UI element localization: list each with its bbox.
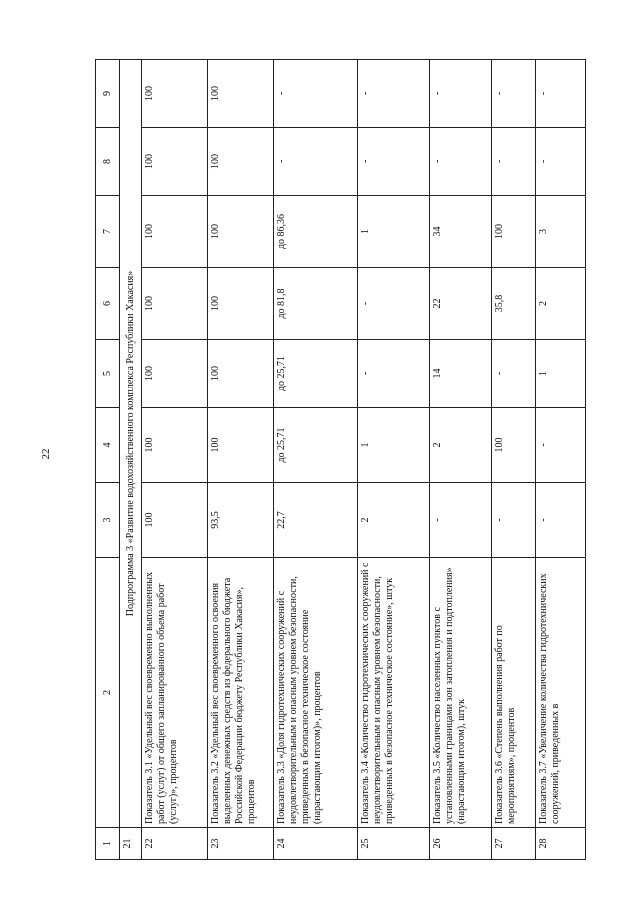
row-number: 21 bbox=[120, 828, 142, 860]
subprogram-title: Подпрограмма 3 «Развитие водохозяйственного комплекса Республики Хакасия» bbox=[120, 60, 142, 828]
value-cell: - bbox=[536, 128, 586, 196]
row-number: 22 bbox=[142, 828, 208, 860]
value-cell: - bbox=[492, 340, 536, 408]
table-row bbox=[358, 60, 430, 860]
value-cell: 2 bbox=[358, 483, 430, 558]
value-cell: 100 bbox=[208, 408, 274, 483]
value-cell: 100 bbox=[142, 268, 208, 340]
indicator-name: Показатель 3.7 «Увеличение количества гидротехнических сооружений, приведенных в bbox=[536, 558, 586, 828]
value-cell: до 86,36 bbox=[274, 196, 358, 268]
row-number: 24 bbox=[274, 828, 358, 860]
value-cell: 2 bbox=[536, 268, 586, 340]
header-cell: 1 bbox=[96, 828, 120, 860]
value-cell: - bbox=[536, 483, 586, 558]
value-cell: 34 bbox=[430, 196, 492, 268]
value-cell: - bbox=[274, 128, 358, 196]
value-cell: 22,7 bbox=[274, 483, 358, 558]
value-cell: - bbox=[430, 128, 492, 196]
value-cell: - bbox=[358, 268, 430, 340]
indicator-name: Показатель 3.1 «Удельный вес своевременно выполненных работ (услуг) от общего запланированного объема работ (услуг)», процентов bbox=[142, 558, 208, 828]
value-cell: 100 bbox=[208, 128, 274, 196]
value-cell: 100 bbox=[208, 60, 274, 128]
value-cell: 35,8 bbox=[492, 268, 536, 340]
value-cell: 100 bbox=[492, 196, 536, 268]
value-cell: - bbox=[536, 60, 586, 128]
table-row bbox=[536, 60, 586, 860]
table-row bbox=[208, 60, 274, 860]
value-cell: - bbox=[358, 60, 430, 128]
value-cell: - bbox=[430, 60, 492, 128]
indicator-name: Показатель 3.5 «Количество населенных пунктов с установленными границами зон затопления и подтопления» (нарастающим итогом), штук bbox=[430, 558, 492, 828]
value-cell: 100 bbox=[208, 340, 274, 408]
header-cell: 8 bbox=[96, 128, 120, 196]
indicator-name: Показатель 3.3 «Доля гидротехнических сооружений с неудовлетворительным и опасным уровнем безопасности, приведенных в безопасное техническое состояние (нарастающим итогом)», процентов bbox=[274, 558, 358, 828]
value-cell: - bbox=[430, 483, 492, 558]
table-row bbox=[142, 60, 208, 860]
header-cell: 3 bbox=[96, 483, 120, 558]
value-cell: 1 bbox=[536, 340, 586, 408]
rotated-table-wrapper bbox=[95, 60, 585, 860]
indicator-name: Показатель 3.2 «Удельный вес своевременного освоения выделенных денежных средств из федерального бюджета Российской Федерации бюджету Республики Хакасия», процентов bbox=[208, 558, 274, 828]
value-cell: 100 bbox=[142, 60, 208, 128]
value-cell: до 81,8 bbox=[274, 268, 358, 340]
indicator-name: Показатель 3.4 «Количество гидротехнических сооружений с неудовлетворительным и опасным уровнем безопасности, приведенных в безопасное техническое состояние», штук bbox=[358, 558, 430, 828]
value-cell: - bbox=[492, 128, 536, 196]
row-number: 28 bbox=[536, 828, 586, 860]
value-cell: 93,5 bbox=[208, 483, 274, 558]
value-cell: 100 bbox=[208, 196, 274, 268]
row-number: 26 bbox=[430, 828, 492, 860]
value-cell: 1 bbox=[358, 196, 430, 268]
value-cell: - bbox=[358, 340, 430, 408]
value-cell: - bbox=[492, 60, 536, 128]
value-cell: 100 bbox=[142, 196, 208, 268]
value-cell: 100 bbox=[492, 408, 536, 483]
value-cell: до 25,71 bbox=[274, 408, 358, 483]
value-cell: - bbox=[536, 408, 586, 483]
row-number: 27 bbox=[492, 828, 536, 860]
table-row bbox=[492, 60, 536, 860]
table-header-row bbox=[96, 60, 120, 860]
table-row bbox=[274, 60, 358, 860]
value-cell: 22 bbox=[430, 268, 492, 340]
header-cell: 7 bbox=[96, 196, 120, 268]
value-cell: 3 bbox=[536, 196, 586, 268]
header-cell: 5 bbox=[96, 340, 120, 408]
indicator-name: Показатель 3.6 «Степень выполнения работ по мероприятиям», процентов bbox=[492, 558, 536, 828]
value-cell: 14 bbox=[430, 340, 492, 408]
value-cell: 100 bbox=[142, 340, 208, 408]
indicators-table bbox=[95, 59, 586, 860]
value-cell: 1 bbox=[358, 408, 430, 483]
header-cell: 9 bbox=[96, 60, 120, 128]
page-number: 22 bbox=[40, 448, 52, 460]
value-cell: 100 bbox=[142, 483, 208, 558]
value-cell: - bbox=[358, 128, 430, 196]
row-number: 23 bbox=[208, 828, 274, 860]
header-cell: 2 bbox=[96, 558, 120, 828]
value-cell: - bbox=[492, 483, 536, 558]
header-cell: 4 bbox=[96, 408, 120, 483]
row-number: 25 bbox=[358, 828, 430, 860]
table-row bbox=[430, 60, 492, 860]
value-cell: - bbox=[274, 60, 358, 128]
value-cell: 100 bbox=[208, 268, 274, 340]
value-cell: до 25,71 bbox=[274, 340, 358, 408]
value-cell: 2 bbox=[430, 408, 492, 483]
subprogram-row bbox=[120, 60, 142, 860]
value-cell: 100 bbox=[142, 408, 208, 483]
value-cell: 100 bbox=[142, 128, 208, 196]
header-cell: 6 bbox=[96, 268, 120, 340]
